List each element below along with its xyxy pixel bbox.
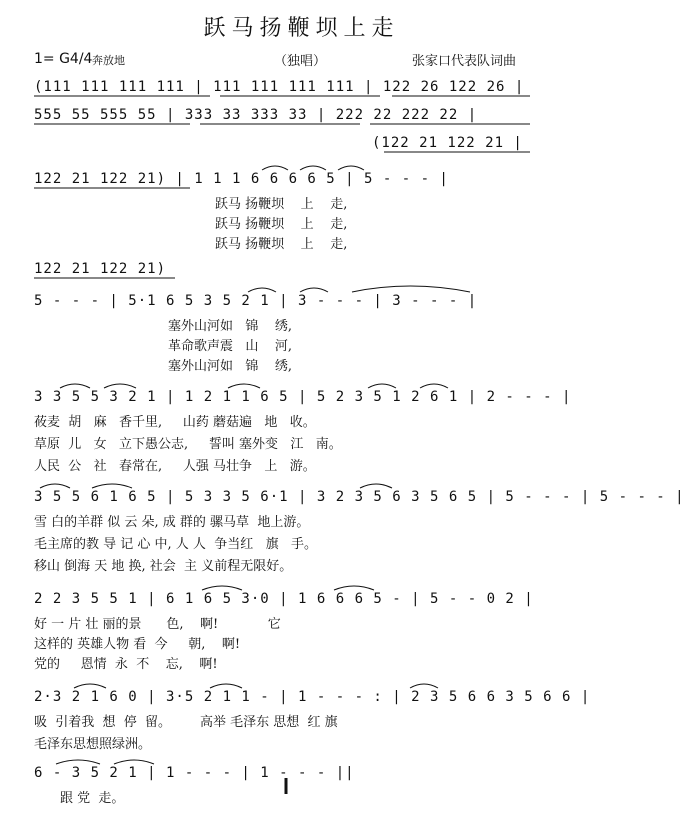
score-row: 2·3 2 1 6 0 | 3·5 2 1 1 - | 1 - - - : | 2 3 5 6 6 3 5 6 6 | xyxy=(34,689,591,705)
lyric-line: 雪 白的羊群 似 云 朵, 成 群的 骡马草 地上游。 xyxy=(34,515,310,530)
score-row: 555 55 555 55 | 333 33 333 33 | 222 22 222 22 | xyxy=(34,107,478,123)
lyric-line: 革命歌声震 山 河, xyxy=(168,339,293,354)
lyric-line: 这样的 英雄人物 看 今 朝, 啊! xyxy=(34,637,241,652)
lyric-line: 跟 党 走。 xyxy=(60,791,125,806)
lyric-line: 毛主席的教 导 记 心 中, 人 人 争当红 旗 手。 xyxy=(34,537,317,552)
lyric-line: 跃马 扬鞭坝 上 走, xyxy=(215,197,348,212)
credit-line: 张家口代表队词曲 xyxy=(412,54,517,69)
performance-form: （独唱） xyxy=(274,54,327,69)
lyric-line: 党的 恩情 永 不 忘, 啊! xyxy=(34,657,218,672)
score-row: (111 111 111 111 | 111 111 111 111 | 122 26 122 26 | xyxy=(34,79,525,95)
song-title: 跃马扬鞭坝上走 xyxy=(203,16,400,41)
lyric-line: 人民 公 社 春常在, 人强 马壮争 上 游。 xyxy=(34,459,316,474)
score-row: 2 2 3 5 5 1 | 6 1 6 5 3·0 | 1 6 6 6 5 - | 5 - - 0 2 | xyxy=(34,591,534,607)
lyric-line: 草原 儿 女 立下愚公志, 誓叫 塞外变 江 南。 xyxy=(34,437,342,452)
key-signature: 1= G4/4 xyxy=(34,51,93,67)
tempo-marking: 奔放地 xyxy=(92,54,125,67)
score-row: 3 5 5 6 1 6 5 | 5 3 3 5 6·1 | 3 2 3 5 6 3 5 6 5 | 5 - - - | 5 - - - | xyxy=(34,489,685,505)
score-row: 3 3 5 5 3 2 1 | 1 2 1 1 6 5 | 5 2 3 5 1 2 6 1 | 2 - - - | xyxy=(34,389,572,405)
lyric-line: 莜麦 胡 麻 香千里, 山药 蘑菇遍 地 收。 xyxy=(34,415,316,430)
lyric-line: 吸 引着我 想 停 留。 高举 毛泽东 思想 红 旗 xyxy=(34,715,338,730)
lyric-line: 塞外山河如 锦 绣, xyxy=(168,359,293,374)
lyric-line: 好 一 片 壮 丽的景 色, 啊! 它 xyxy=(34,617,281,632)
score-row: 6 - 3 5 2 1 | 1 - - - | 1 - - - || xyxy=(34,765,355,781)
score-row: 122 21 122 21) xyxy=(34,261,167,277)
score-row: 5 - - - | 5·1 6 5 3 5 2 1 | 3 - - - | 3 - - - | xyxy=(34,293,478,309)
lyric-line: 移山 倒海 天 地 换, 社会 主 义前程无限好。 xyxy=(34,559,293,574)
score-row: (122 21 122 21 | xyxy=(372,135,523,151)
score-row: 122 21 122 21) | 1 1 1 6 6 6 6 5 | 5 - - - | xyxy=(34,171,449,187)
lyric-line: 毛泽东思想照绿洲。 xyxy=(34,737,152,752)
lyric-line: 跃马 扬鞭坝 上 走, xyxy=(215,237,348,252)
lyric-line: 塞外山河如 锦 绣, xyxy=(168,319,293,334)
lyric-line: 跃马 扬鞭坝 上 走, xyxy=(215,217,348,232)
